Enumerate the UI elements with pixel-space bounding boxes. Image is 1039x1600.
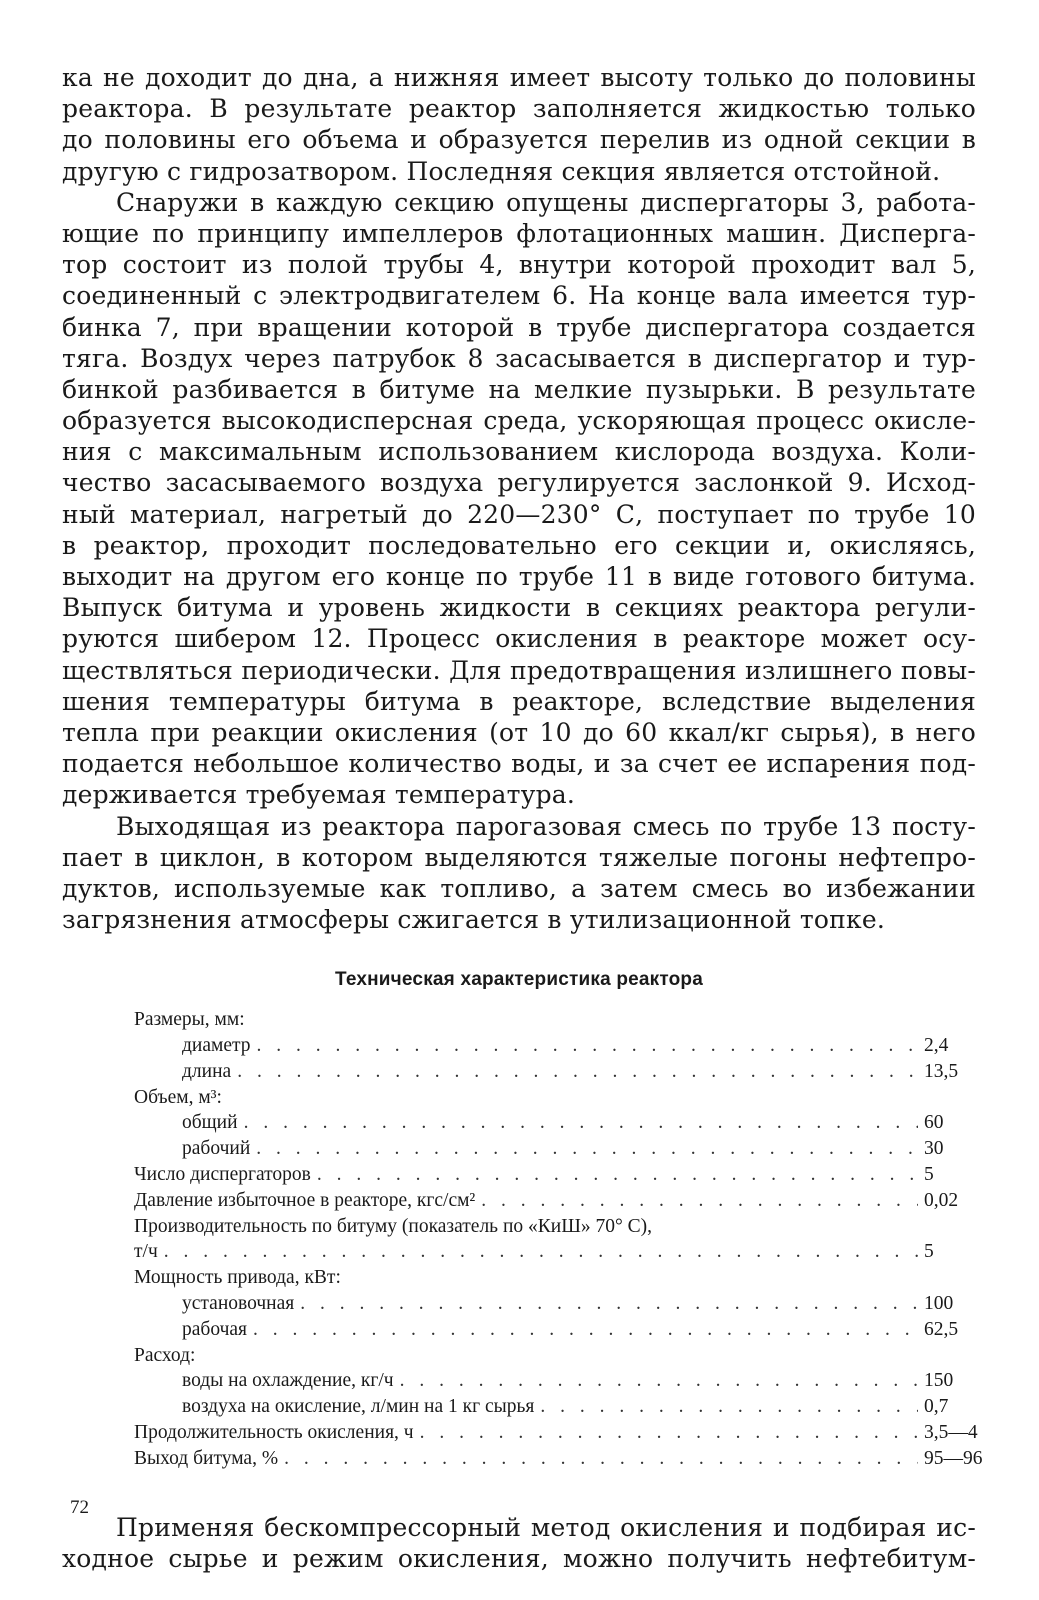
spec-row-water [134, 1368, 994, 1394]
spec-label: Число диспергаторов [134, 1164, 311, 1186]
spec-value: 13,5 [924, 1060, 959, 1082]
paragraph-4 [62, 1512, 976, 1574]
leader-dots [540, 1394, 918, 1420]
text-line: ный материал, нагретый до 220—230° С, поступает по трубе 10 [62, 499, 976, 529]
leader-dots [237, 1059, 918, 1085]
text-line: Выпуск битума и уровень жидкости в секциях реактора регули- [62, 593, 976, 623]
spec-row-sizes-header [134, 1007, 994, 1033]
leader-dots [244, 1110, 918, 1136]
text-line: дуктов, используемые как топливо, а затем смесь во избежании [62, 873, 976, 903]
leader-dots [256, 1136, 918, 1162]
page-number: 72 [70, 1497, 89, 1518]
text-line: Снаружи в каждую секцию опущены диспергаторы 3, работа- [116, 187, 976, 217]
text-line: пает в циклон, в котором выделяются тяжелые погоны нефтепро- [62, 842, 976, 872]
leader-dots [253, 1317, 918, 1343]
leader-dots [481, 1188, 918, 1214]
spec-label: т/ч [134, 1241, 158, 1263]
text-line: чество засасываемого воздуха регулируется заслонкой 9. Исход- [62, 468, 976, 498]
text-line: загрязнения атмосферы сжигается в утилизационной топке. [62, 905, 885, 935]
leader-dots [317, 1162, 918, 1188]
spec-row-air [134, 1394, 994, 1420]
spec-label: общий [182, 1112, 238, 1134]
paragraph-1 [62, 62, 976, 187]
text-line: Применяя бескомпрессорный метод окисления и подбирая ис- [116, 1512, 976, 1542]
text-line: тяга. Воздух через патрубок 8 засасывается в диспергатор и тур- [62, 343, 976, 373]
spec-label: Выход битума, % [134, 1447, 279, 1469]
text-line: шения температуры битума в реакторе, вследствие выделения [62, 686, 976, 716]
text-line: подается небольшое количество воды, и за счет ее испарения под- [62, 749, 976, 779]
spec-value: 100 [924, 1293, 954, 1315]
text-line: ния с максимальным использованием кислорода воздуха. Коли- [62, 437, 976, 467]
spec-value: 150 [924, 1370, 954, 1392]
spec-value: 0,7 [924, 1396, 949, 1418]
text-line: выходит на другом его конце по трубе 11 в виде готового битума. [62, 562, 976, 591]
spec-label: установочная [182, 1293, 295, 1315]
leader-dots [257, 1033, 918, 1059]
spec-label: диаметр [182, 1035, 251, 1057]
leader-dots [420, 1420, 918, 1446]
leader-dots [284, 1446, 918, 1472]
spec-value: 62,5 [924, 1318, 959, 1340]
spec-row-duration [134, 1420, 994, 1446]
text-line: Выходящая из реактора парогазовая смесь по трубе 13 посту- [116, 811, 976, 841]
spec-row-installed-power [134, 1291, 994, 1317]
spec-label: рабочий [182, 1138, 251, 1160]
spec-row-pressure [134, 1188, 994, 1214]
leader-dots [164, 1239, 918, 1265]
spec-value: 3,5—4 [924, 1422, 978, 1443]
text-line: в реактор, проходит последовательно его секции и, окисляясь, [62, 530, 976, 560]
text-line: тор состоит из полой трубы 4, внутри которой проходит вал 5, [62, 250, 976, 280]
text-line: образуется высокодисперсная среда, ускоряющая процесс окисле- [62, 406, 976, 436]
spec-row-working-power [134, 1317, 994, 1343]
spec-value: 60 [924, 1112, 944, 1134]
text-line: до половины его объема и образуется перелив из одной секции в [62, 125, 976, 155]
spec-label: Производительность по битуму (показатель по «КиШ» 70° С), [134, 1215, 653, 1237]
spec-label: воды на охлаждение, кг/ч [182, 1370, 394, 1392]
text-line: ка не доходит до дна, а нижняя имеет высоту только до половины [62, 63, 976, 92]
spec-row-working-volume [134, 1136, 994, 1162]
spec-row-dispergators [134, 1162, 994, 1188]
spec-row-total-volume [134, 1110, 994, 1136]
text-line: руются шибером 12. Процесс окисления в реакторе может осу- [62, 624, 976, 654]
spec-value: 5 [924, 1164, 934, 1186]
page-content [62, 62, 983, 1574]
text-line: другую с гидрозатвором. Последняя секция является отстойной. [62, 156, 941, 186]
spec-value: 30 [924, 1138, 944, 1160]
spec-row-consumption-header [134, 1343, 994, 1369]
spec-label: Объем, м³: [134, 1086, 222, 1108]
spec-label: Размеры, мм: [134, 1009, 245, 1031]
spec-row-volume-header [134, 1085, 994, 1111]
text-line: бинка 7, при вращении которой в трубе диспергатора создается [62, 312, 976, 342]
spec-value: 5 [924, 1241, 934, 1263]
spec-label: рабочая [182, 1318, 248, 1340]
text-line: ходное сырье и режим окисления, можно получить нефтебитум- [62, 1543, 976, 1573]
leader-dots [400, 1368, 918, 1394]
spec-value: 2,4 [924, 1035, 949, 1057]
spec-label: длина [182, 1060, 232, 1082]
leader-dots [300, 1291, 918, 1317]
text-line: тепла при реакции окисления (от 10 до 60 ккал/кг сырья), в него [62, 717, 976, 747]
text-line: реактора. В результате реактор заполняется жидкостью только [62, 94, 976, 124]
spec-value: 95—96 [924, 1447, 983, 1469]
spec-row-yield [134, 1446, 994, 1472]
spec-table [134, 1007, 994, 1471]
table-title: Техническая характеристика реактора [334, 969, 704, 991]
spec-row-diameter [134, 1033, 994, 1059]
text-line: ществляться периодически. Для предотвращения излишнего повы- [62, 655, 976, 685]
text-line: держивается требуемая температура. [62, 780, 576, 810]
text-line: бинкой разбивается в битуме на мелкие пузырьки. В результате [62, 374, 976, 404]
spec-label: Расход: [134, 1344, 196, 1366]
spec-row-productivity [134, 1214, 994, 1266]
spec-label: Давление избыточное в реакторе, кгс/см² [134, 1189, 476, 1211]
paragraph-3 [62, 811, 976, 936]
paragraph-2 [62, 187, 976, 811]
text-line: ющие по принципу импеллеров флотационных машин. Дисперга- [62, 218, 976, 248]
spec-value: 0,02 [924, 1189, 959, 1211]
spec-label: воздуха на окисление, л/мин на 1 кг сырья [182, 1396, 535, 1418]
spec-label: Мощность привода, кВт: [134, 1267, 341, 1289]
spec-row-length [134, 1059, 994, 1085]
text-line: соединенный с электродвигателем 6. На конце вала имеется тур- [62, 281, 976, 311]
spec-row-power-header [134, 1265, 994, 1291]
spec-label: Продолжительность окисления, ч [134, 1422, 414, 1443]
